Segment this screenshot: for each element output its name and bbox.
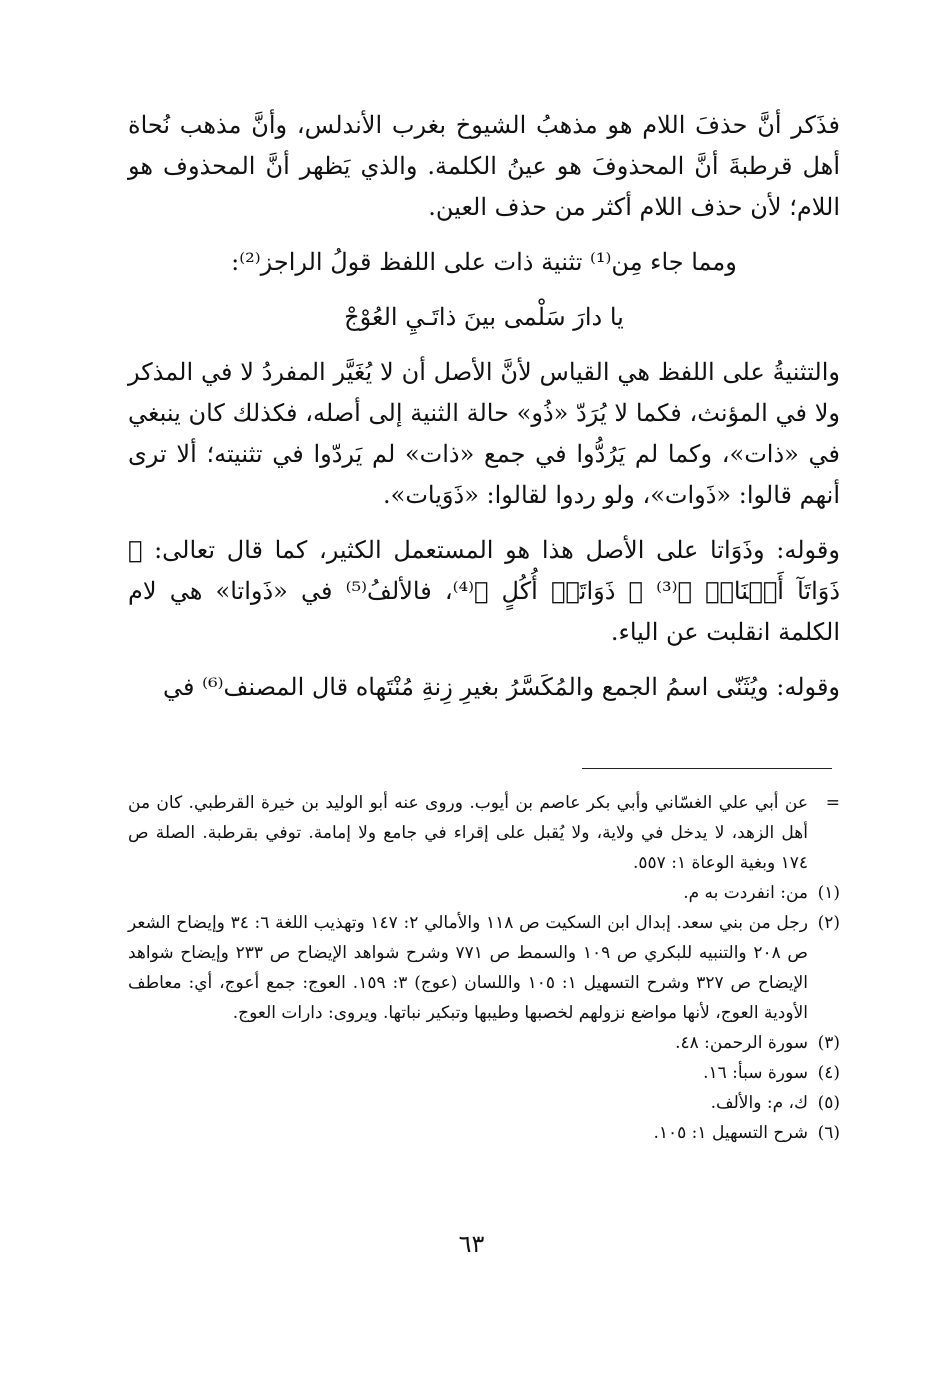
footnote (128, 788, 840, 878)
footnote-number: (٣) (817, 1033, 840, 1053)
page-number: ٦٣ (458, 1230, 485, 1258)
footnote-number: (٤) (817, 1063, 840, 1083)
verse-intro: ومما جاء مِن⁽¹⁾ تثنية ذات على اللفظ قولُ الراجز⁽²⁾: (231, 248, 737, 276)
paragraph: فذَكر أنَّ حذفَ اللام هو مذهبُ الشيوخ بغرب الأندلس، وأنَّ مذهب نُحاة أهل قرطبةَ أنَّ المحذوفَ هو عينُ الكلمة. والذي يَظهر أنَّ المحذوف هو اللام؛ لأن حذف اللام أكثر من حذف العين. (128, 111, 840, 221)
footnote-number: (٥) (817, 1093, 840, 1113)
footnote-text: رجل من بني سعد. إبدال ابن السكيت ص ١١٨ والأمالي ٢: ١٤٧ وتهذيب اللغة ٦: ٣٤ وإيضاح الشعر ص ٢٠٨ والتنبيه للبكري ص ١٠٩ والسمط ص ٧٧١ وشرح شواهد الإيضاح ص ٢٣٣ وإيضاح شواهد الإيضاح ص ٣٢٧ وشرح التسهيل ١: ١٠٥ واللسان (عوج) ٣: ١٥٩. العوج: جمع أعوج، أي: معاطف الأودية العوج، لأنها مواضع نزولهم لخصبها وطيبها وتبكير نباتها. ويروى: دارات العوج. (128, 913, 808, 1023)
paragraph: والتثنيةُ على اللفظ هي القياس لأنَّ الأصل أن لا يُغَيَّر المفردُ لا في المذكر ولا في المؤنث، فكما لا يُرَدّ «ذُو» حالة الثنية إلى أصله، فكذلك كان ينبغي في «ذات»، وكما لم يَرُدُّوا في جمع «ذات» لم يَردّوا في تثنيته؛ ألا ترى أنهم قالوا: «ذَوات»، ولو ردوا لقالوا: «ذَوَيات». (128, 358, 840, 509)
verse-line: يا دارَ سَلْمى بينَ ذاتَـيِ العُوْجْ (344, 303, 624, 331)
footnote-text: عن أبي علي الغسّاني وأبي بكر عاصم بن أيوب. وروى عنه أبو الوليد بن خيرة القرطبي. كان من أهل الزهد، لا يدخل في ولاية، ولا يُقبل على إقراء في جامع ولا إمامة. توفي بقرطبة. الصلة ص ١٧٤ وبغية الوعاة ١: ٥٥٧. (128, 793, 808, 873)
footnote-number: = (825, 793, 840, 813)
footnote-number: (١) (817, 883, 840, 903)
main-text (128, 105, 840, 708)
footnote-number: (٦) (817, 1123, 840, 1143)
footnote-text: من: انفردت به م. (683, 883, 808, 903)
footnote-text: سورة الرحمن: ٤٨. (675, 1033, 808, 1053)
footnote-number: (٢) (817, 913, 840, 933)
footnotes (128, 788, 840, 1148)
paragraph: وقوله: ويُثَنّى اسمُ الجمع والمُكَسَّرُ بغيرِ زِنةِ مُنْتَهاه قال المصنف⁽⁶⁾ في (162, 673, 840, 701)
footnote (128, 908, 840, 1028)
footnote-text: شرح التسهيل ١: ١٠٥. (653, 1123, 808, 1143)
footnote-text: سورة سبأ: ١٦. (703, 1063, 808, 1083)
footnote (128, 1058, 840, 1088)
footnote-separator (582, 768, 832, 769)
footnote (128, 1028, 840, 1058)
footnote (128, 1118, 840, 1148)
footnote (128, 1088, 840, 1118)
footnote-text: ك، م: والألف. (710, 1093, 808, 1113)
footnote (128, 878, 840, 908)
paragraph: وقوله: وذَوَاتا على الأصل هذا هو المستعمل الكثير، كما قال تعالى: ﴿ ذَوَاتَآ أَفۡنَانٖ ﴾⁽³⁾ ﴿ ذَوَاتَيۡ أُكُلٍ ﴾⁽⁴⁾، فالألفُ⁽⁵⁾ في «ذَواتا» هي لام الكلمة انقلبت عن الياء. (128, 536, 841, 646)
